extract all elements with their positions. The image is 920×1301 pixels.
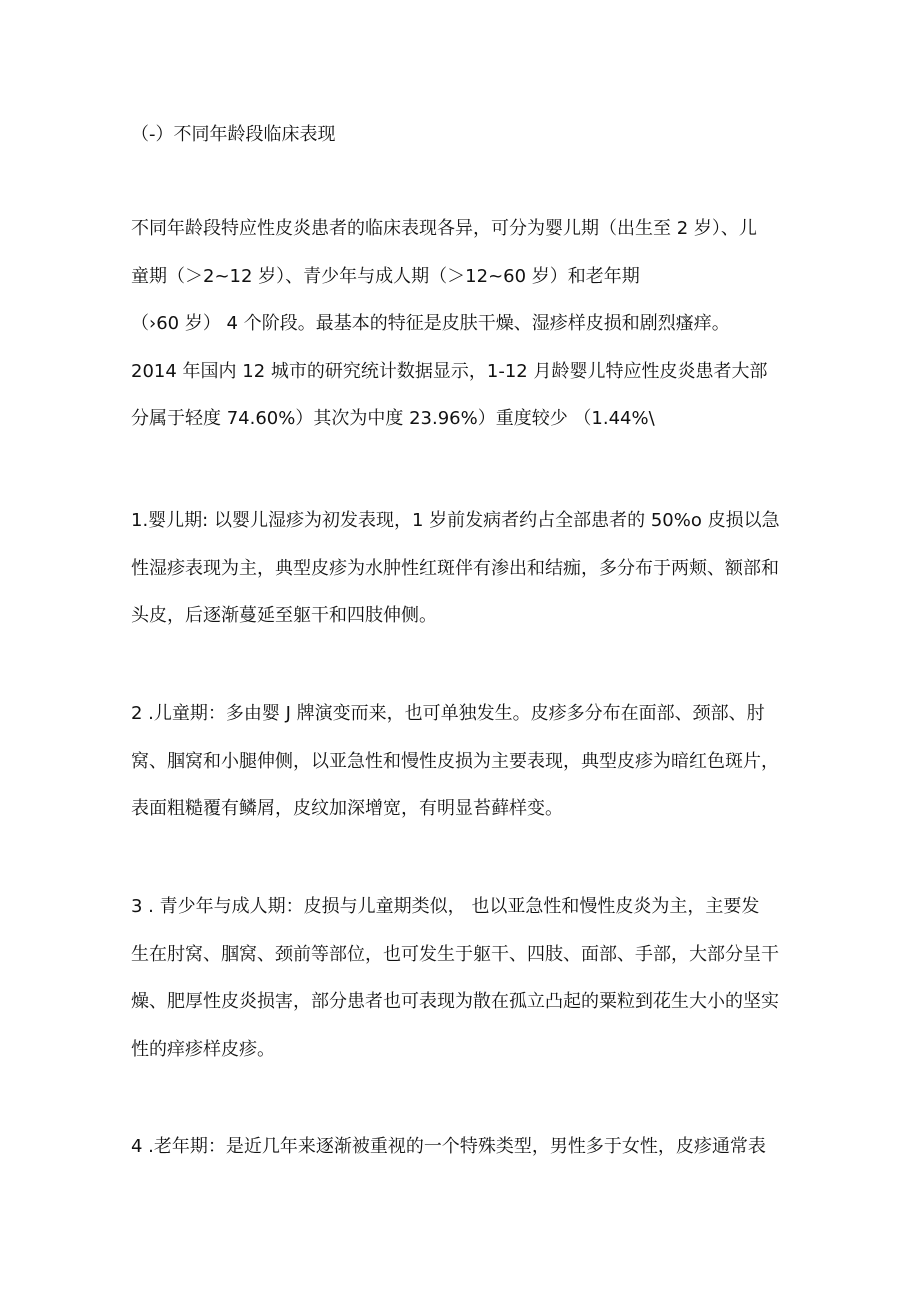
infant-line-1: 1.婴儿期: 以婴儿湿疹为初发表现，1 岁前发病者约占全部患者的 50%o 皮损以急 <box>131 510 780 531</box>
section-heading: （-）不同年龄段临床表现 <box>131 124 336 145</box>
intro-line-2: 童期（＞2~12 岁）、青少年与成人期（＞12~60 岁）和老年期 <box>131 265 640 287</box>
child-line-2: 窝、腘窝和小腿伸侧，以亚急性和慢性皮损为主要表现，典型皮疹为暗红色斑片， <box>131 750 779 772</box>
child-line-3: 表面粗糙覆有鳞屑，皮纹加深增宽，有明显苔藓样变。 <box>131 798 563 819</box>
teen-line-1: 3 . 青少年与成人期：皮损与儿童期类似， 也以亚急性和慢性皮炎为主，主要发 <box>131 896 760 917</box>
teen-line-3: 燥、肥厚性皮炎损害，部分患者也可表现为散在孤立凸起的粟粒到花生大小的坚实 <box>131 991 779 1012</box>
teen-line-4: 性的痒疹样皮疹。 <box>131 1038 275 1060</box>
teen-adult-stage-paragraph <box>131 894 811 1063</box>
infant-stage-paragraph <box>131 508 811 629</box>
child-stage-paragraph <box>131 701 811 822</box>
child-line-1: 2 .儿童期：多由婴 J 牌演变而来，也可单独发生。皮疹多分布在面部、颈部、肘 <box>131 703 765 724</box>
intro-line-5: 分属于轻度 74.60%）其次为中度 23.96%）重度较少 （1.44%\ <box>131 408 655 429</box>
intro-paragraph <box>131 216 811 432</box>
infant-line-2: 性湿疹表现为主，典型皮疹为水肿性红斑伴有渗出和结痂，多分布于两颊、额部和 <box>131 557 779 579</box>
intro-line-4: 2014 年国内 12 城市的研究统计数据显示，1-12 月龄婴儿特应性皮炎患者大部 <box>131 360 768 382</box>
elder-stage-paragraph <box>131 1134 811 1160</box>
teen-line-2: 生在肘窝、腘窝、颈前等部位，也可发生于躯干、四肢、面部、手部，大部分呈干 <box>131 943 779 965</box>
intro-line-3: （›60 岁） 4 个阶段。最基本的特征是皮肤干燥、湿疹样皮损和剧烈瘙痒。 <box>131 313 730 334</box>
intro-line-1: 不同年龄段特应性皮炎患者的临床表现各异，可分为婴儿期（出生至 2 岁）、儿 <box>131 218 757 239</box>
elder-line-1: 4 .老年期：是近几年来逐渐被重视的一个特殊类型，男性多于女性，皮疹通常表 <box>131 1136 766 1157</box>
infant-line-3: 头皮，后逐渐蔓延至躯干和四肢伸侧。 <box>131 605 437 626</box>
